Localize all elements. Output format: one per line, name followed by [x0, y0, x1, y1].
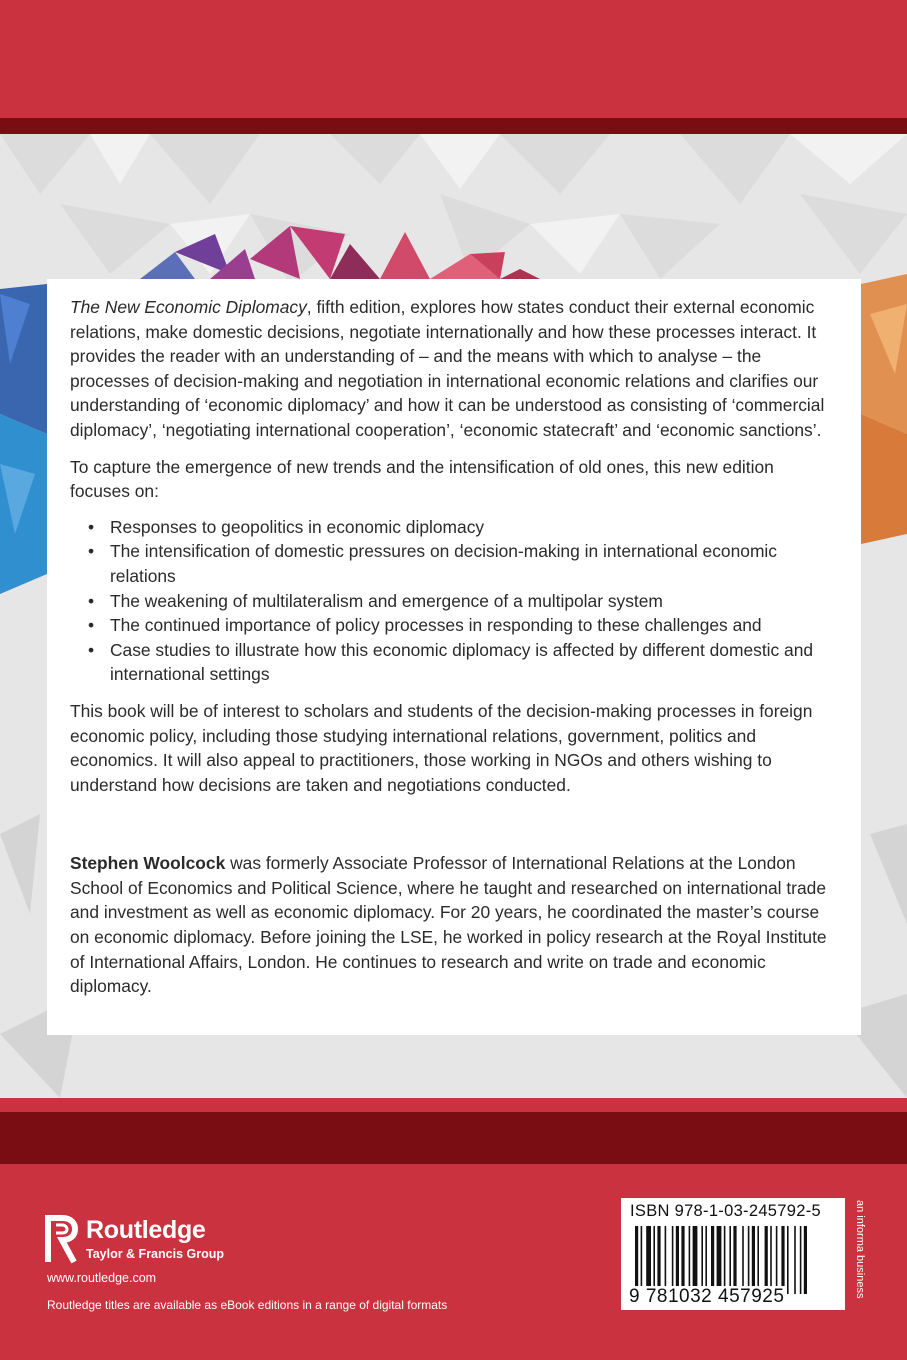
list-item: • The weakening of multilateralism and emergence of a multipolar system [70, 589, 835, 614]
publisher-website: www.routledge.com [47, 1271, 157, 1285]
author-bio: Stephen Woolcock was formerly Associate Professor of International Relations at the London School of Economics and Political Science, where he taught and researched on international trade and investment as well as economic diplomacy. For 20 years, he coordinated the master’s course on economic diplomacy. Before joining the LSE, he worked in policy research at the Royal Institute of International Affairs, London. He continues to research and write on trade and economic diplomacy. [70, 853, 827, 997]
isbn-barcode-box [621, 1198, 845, 1310]
barcode-digits: 9 781032 457925 [629, 1286, 785, 1307]
ebook-note: Routledge titles are available as eBook editions in a range of digital formats [47, 1298, 448, 1312]
description-paragraph-2: To capture the emergence of new trends and the intensification of old ones, this new edition focuses on: [70, 456, 774, 502]
barcode [635, 1226, 835, 1294]
publisher-name: Routledge [86, 1216, 206, 1244]
author-name: Stephen Woolcock [70, 853, 226, 874]
list-item: • The intensification of domestic pressures on decision-making in international economic relations [70, 539, 835, 588]
informa-tagline: an informa business [854, 1200, 866, 1299]
list-item: • Case studies to illustrate how this economic diplomacy is affected by different domestic and international settings [70, 638, 835, 687]
publisher-group: Taylor & Francis Group [86, 1247, 224, 1261]
description-paragraph-3: This book will be of interest to scholars and students of the decision-making processes in foreign economic policy, including those studying international relations, government, politics and economics. It will also appeal to practitioners, those working in NGOs and others wishing to understand how decisions are taken and negotiations conducted. [70, 700, 813, 795]
book-title-italic: The New Economic Diplomacy [70, 297, 307, 317]
top-dark-stripe [0, 118, 907, 134]
routledge-r-icon [42, 1212, 80, 1264]
top-color-band [0, 0, 907, 118]
description-paragraph-1: The New Economic Diplomacy, fifth edition, explores how states conduct their external economic relations, make domestic decisions, negotiate internationally and how these processes interact. It provides the reader with an understanding of – and the means with which to analyse – the processes of decision-making and negotiation in international economic relations and clarifies our understanding of ‘economic diplomacy’ and how it can be understood as consisting of ‘commercial diplomacy’, ‘negotiating international cooperation’, ‘economic statecraft’ and ‘economic sanctions’. [70, 297, 825, 440]
isbn-label: ISBN 978-1-03-245792-5 [630, 1202, 821, 1220]
focus-bullet-list [70, 515, 835, 687]
list-item: • The continued importance of policy processes in responding to these challenges and [70, 613, 835, 638]
mid-red-stripe [0, 1098, 907, 1112]
list-item: • Responses to geopolitics in economic diplomacy [70, 515, 835, 540]
dark-band [0, 1112, 907, 1164]
back-cover-text-panel [47, 279, 861, 1035]
